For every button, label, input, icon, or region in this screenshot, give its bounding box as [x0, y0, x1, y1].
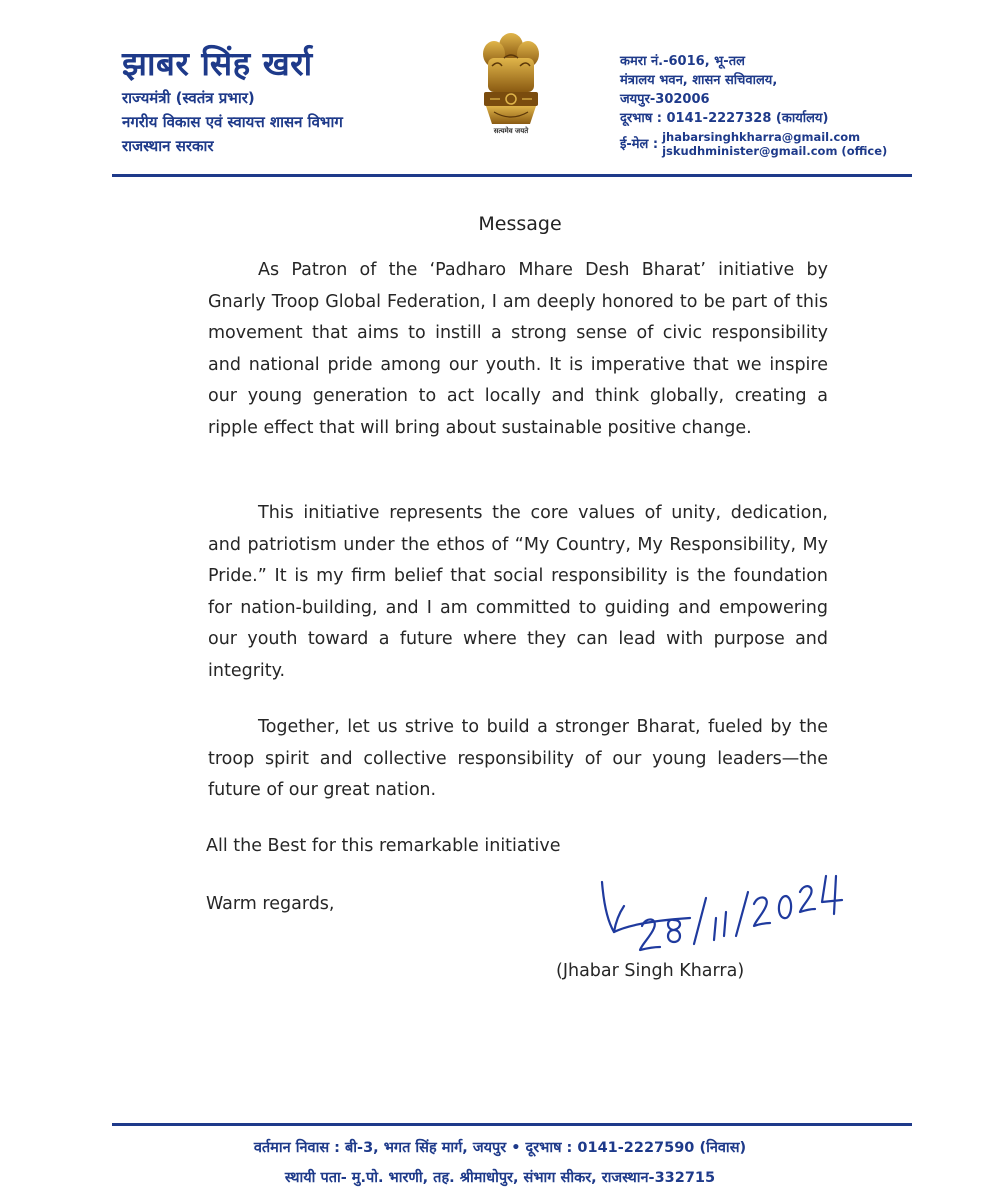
closing-line: All the Best for this remarkable initiative: [206, 836, 561, 856]
email-label: ई-मेल :: [620, 136, 659, 152]
sender-department: नगरीय विकास एवं स्वायत्त शासन विभाग: [122, 113, 343, 131]
office-phone: दूरभाष : 0141-2227328 (कार्यालय): [620, 111, 829, 126]
email-address: jskudhminister@gmail.com (office): [662, 144, 888, 158]
footer-permanent-address: स्थायी पता- मु.पो. भारणी, तह. श्रीमाधोपुर, संभाग सीकर, राजस्थान-332715: [284, 1170, 716, 1186]
national-emblem-icon: [474, 28, 548, 138]
sender-state: राजस्थान सरकार: [122, 137, 214, 155]
sender-designation: राज्यमंत्री (स्वतंत्र प्रभार): [122, 89, 255, 107]
message-paragraph: Together, let us strive to build a stronger Bharat, fueled by the troop spirit and collective responsibility of our young leaders—the future of our great nation.: [208, 717, 828, 800]
footer-divider: [112, 1123, 912, 1126]
office-address-line: मंत्रालय भवन, शासन सचिवालय,: [620, 73, 778, 88]
message-paragraph: As Patron of the ‘Padharo Mhare Desh Bharat’ initiative by Gnarly Troop Global Federation, I am deeply honored to be part of this movement that aims to instill a strong sense of civic responsibility and national pride among our youth. It is imperative that we inspire our young generation to act locally and think globally, creating a ripple effect that will bring about sustainable positive change.: [208, 260, 828, 438]
message-paragraph: This initiative represents the core values of unity, dedication, and patriotism under the ethos of “My Country, My Responsibility, My Pride.” It is my firm belief that social responsibility is the foundation for nation-building, and I am committed to guiding and empowering our youth toward a future where they can lead with purpose and integrity.: [208, 503, 828, 681]
office-address-line: जयपुर-302006: [620, 92, 710, 107]
office-address-line: कमरा नं.-6016, भू-तल: [620, 54, 745, 69]
email-address: jhabarsinghkharra@gmail.com: [662, 130, 861, 144]
sender-name: झाबर सिंह खर्रा: [122, 44, 313, 83]
emblem-motto: सत्यमेव जयते: [493, 127, 529, 135]
office-contact: [620, 52, 887, 158]
signatory-name: (Jhabar Singh Kharra): [556, 961, 745, 981]
handwritten-signature: [590, 862, 850, 972]
message-title: Message: [478, 213, 562, 235]
office-email-row: [620, 130, 887, 158]
salutation: Warm regards,: [206, 894, 335, 914]
letterhead-sender: [122, 42, 343, 158]
footer-residence: वर्तमान निवास : बी-3, भगत सिंह मार्ग, जयपुर • दूरभाष : 0141-2227590 (निवास): [253, 1140, 747, 1156]
header-divider: [112, 174, 912, 177]
